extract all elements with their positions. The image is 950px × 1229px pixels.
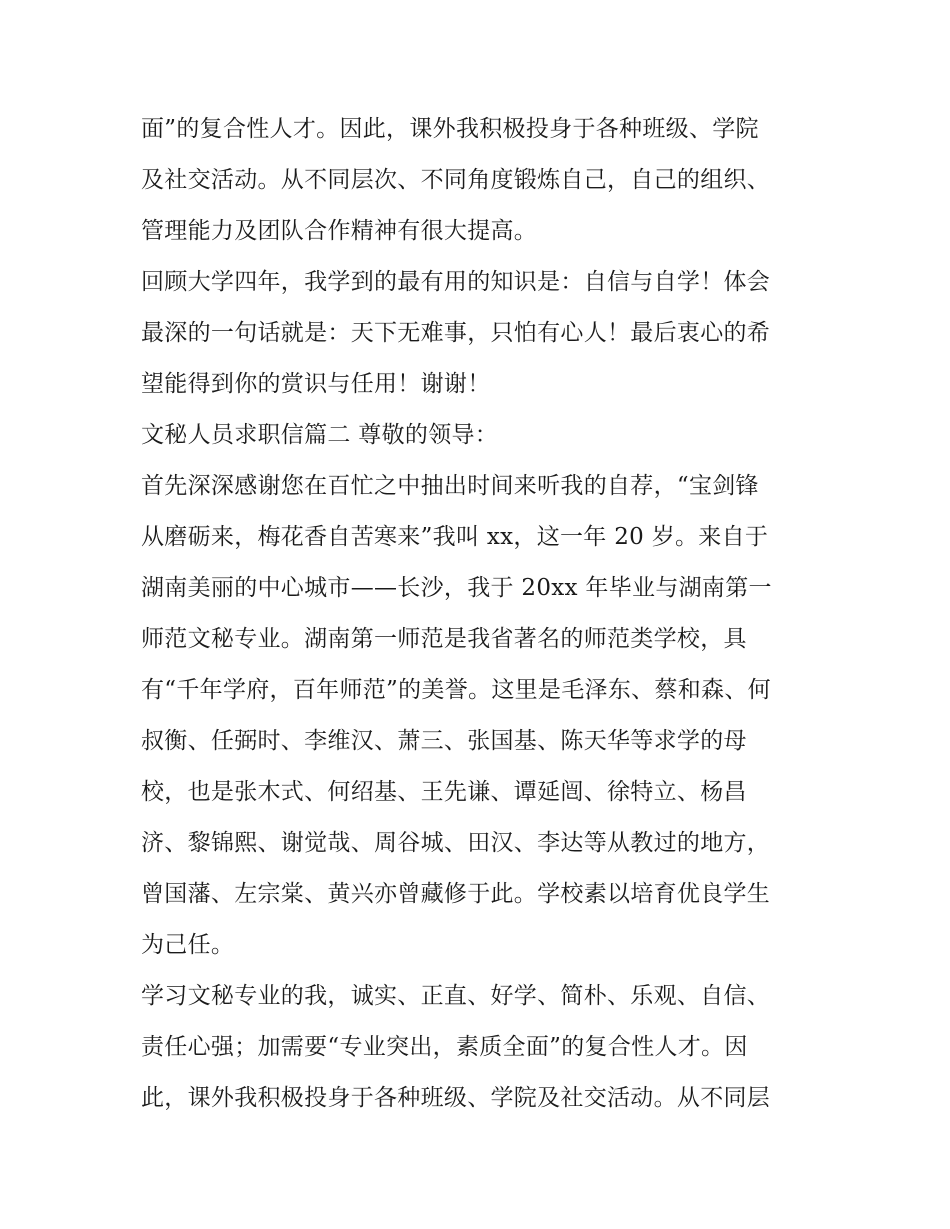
text-line: 师范文秘专业。湖南第一师范是我省著名的师范类学校，具 bbox=[141, 626, 747, 652]
text-line: 首先深深感谢您在百忙之中抽出时间来听我的自荐，“宝剑锋 bbox=[141, 473, 759, 499]
text-line: 曾国藩、左宗棠、黄兴亦曾藏修于此。学校素以培育优良学生 bbox=[141, 881, 771, 907]
section-heading: 文秘人员求职信篇二 尊敬的领导： bbox=[141, 422, 499, 448]
text-line: 从磨砺来，梅花香自苦寒来”我叫 xx，这一年 20 岁。来自于 bbox=[141, 524, 769, 550]
text-line: 有“千年学府，百年师范”的美誉。这里是毛泽东、蔡和森、何 bbox=[141, 677, 771, 703]
text-line: 济、黎锦熙、谢觉哉、周谷城、田汉、李达等从教过的地方， bbox=[141, 830, 771, 856]
text-line: 望能得到你的赏识与任用！谢谢！ bbox=[141, 371, 491, 397]
text-line: 面”的复合性人才。因此，课外我积极投身于各种班级、学院 bbox=[141, 116, 759, 142]
text-line: 最深的一句话就是：天下无难事，只怕有心人！最后衷心的希 bbox=[141, 320, 771, 346]
text-line: 湖南美丽的中心城市——长沙，我于 20xx 年毕业与湖南第一 bbox=[141, 575, 772, 601]
text-line: 责任心强；加需要“专业突出，素质全面”的复合性人才。因 bbox=[141, 1034, 748, 1060]
text-line: 为己任。 bbox=[141, 932, 235, 958]
text-line: 叔衡、任弼时、李维汉、萧三、张国基、陈天华等求学的母 bbox=[141, 728, 747, 754]
text-line: 回顾大学四年，我学到的最有用的知识是：自信与自学！体会 bbox=[141, 269, 771, 295]
text-line: 学习文秘专业的我，诚实、正直、好学、简朴、乐观、自信、 bbox=[141, 983, 771, 1009]
document-body bbox=[141, 104, 821, 1124]
text-line: 校，也是张木式、何绍基、王先谦、谭延闿、徐特立、杨昌 bbox=[141, 779, 747, 805]
text-line: 及社交活动。从不同层次、不同角度锻炼自己，自己的组织、 bbox=[141, 167, 771, 193]
text-line: 管理能力及团队合作精神有很大提高。 bbox=[141, 218, 538, 244]
text-line: 此，课外我积极投身于各种班级、学院及社交活动。从不同层 bbox=[141, 1085, 771, 1111]
